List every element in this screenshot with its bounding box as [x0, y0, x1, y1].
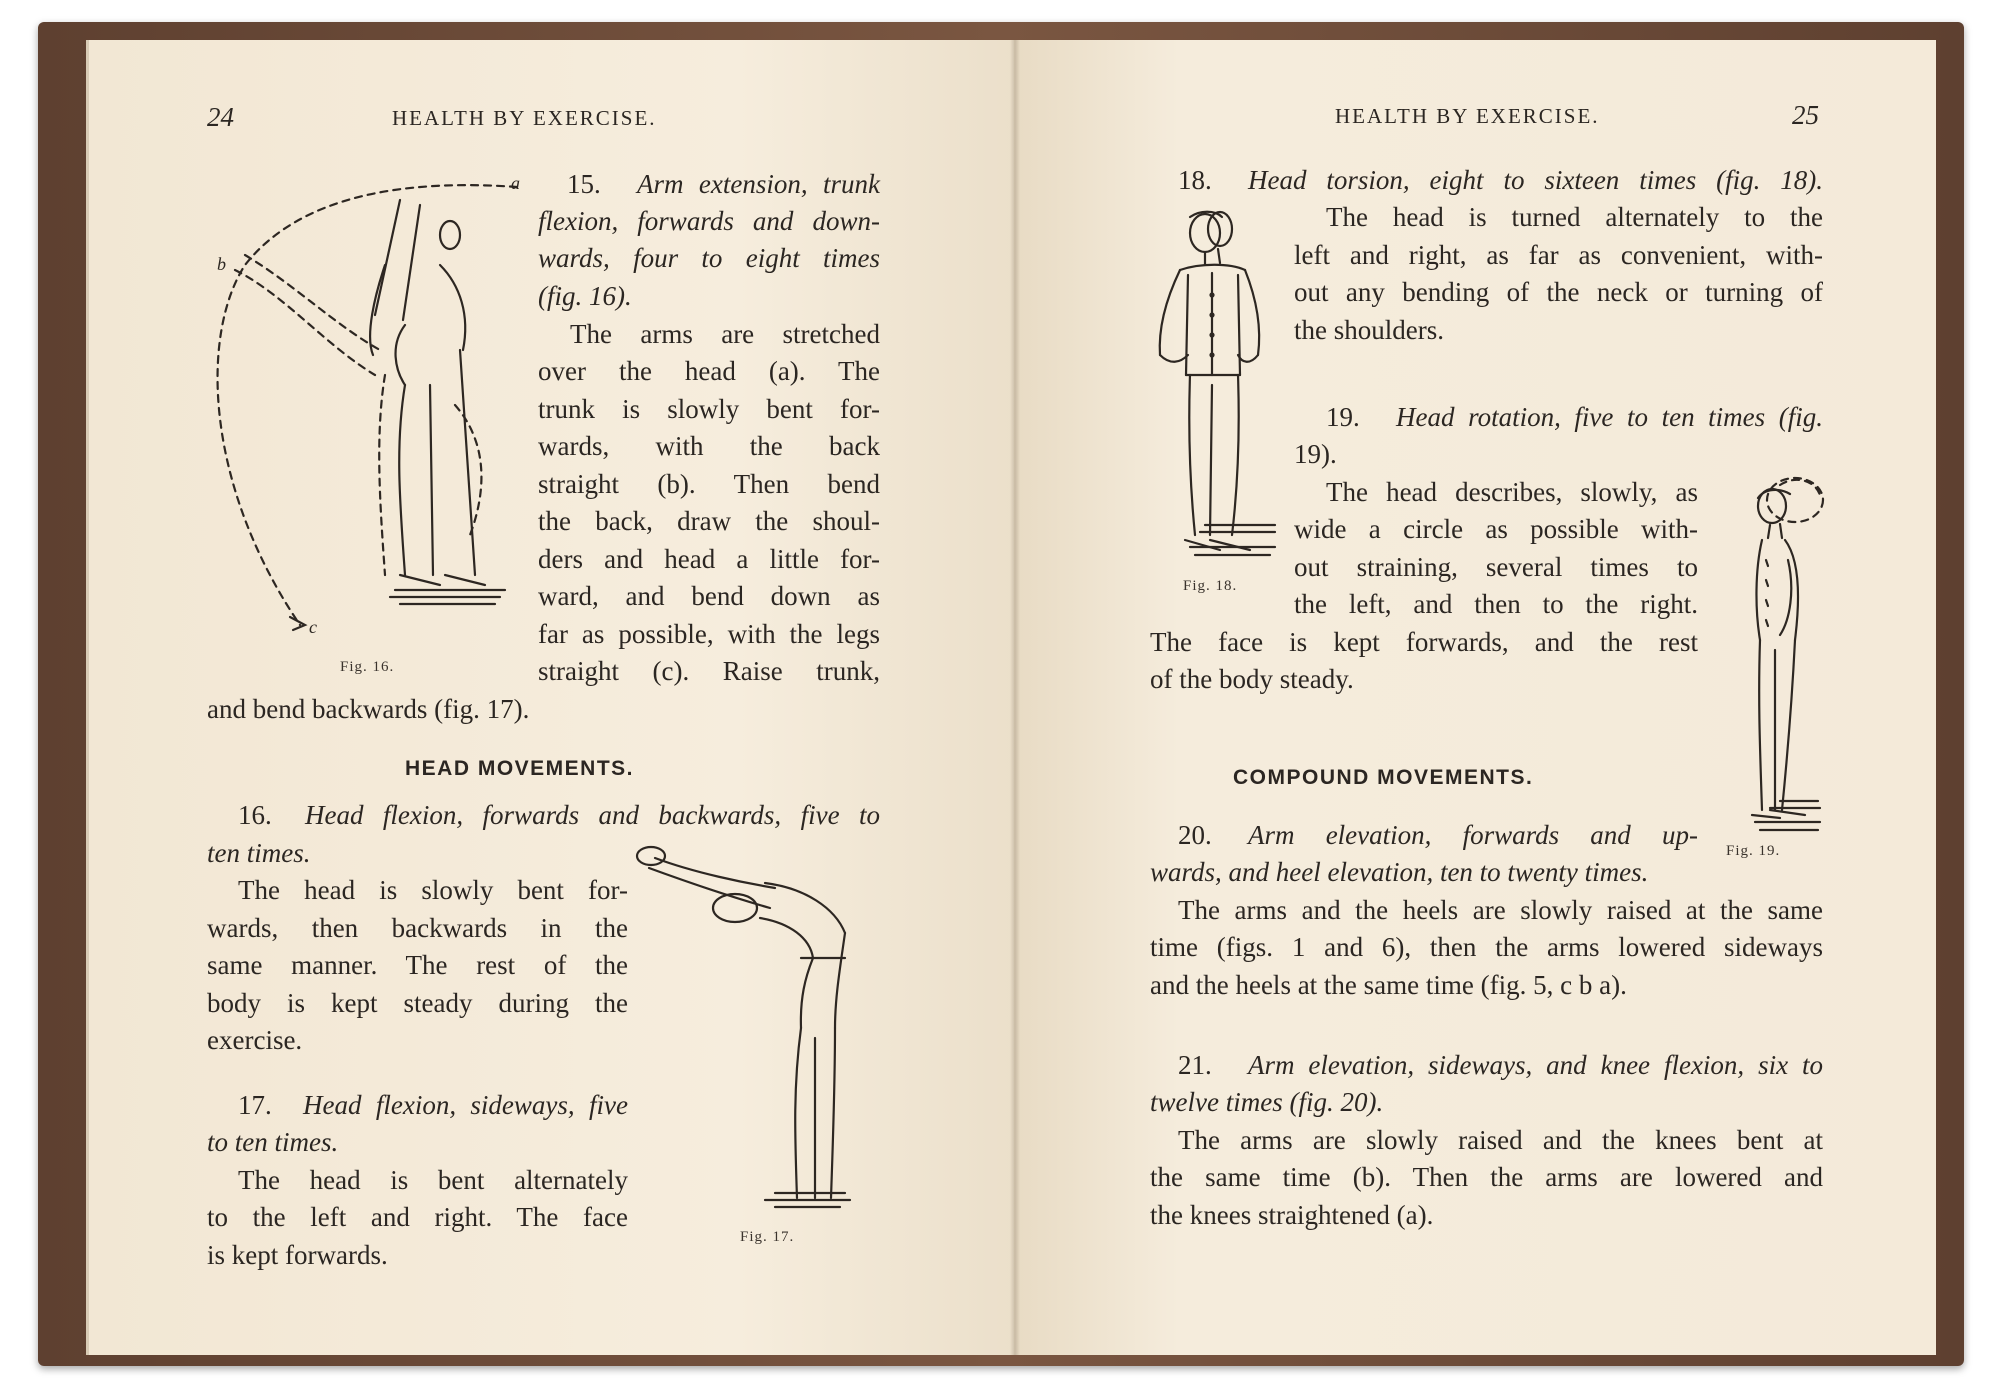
- book-gutter: [1010, 40, 1020, 1355]
- exercise-18-title: Head torsion, eight to sixteen times (fig. 18).: [1248, 165, 1823, 195]
- page-number-right: 25: [1792, 100, 1819, 130]
- figure-16-label-b: b: [217, 254, 226, 274]
- exercise-15-body-line: wards, with the back: [538, 431, 880, 461]
- figure-19-caption: Fig. 19.: [1726, 843, 1781, 859]
- exercise-16-title-line: Head flexion, forwards and backwards, five to: [305, 800, 880, 830]
- exercise-17-body-line: is kept forwards.: [207, 1240, 388, 1270]
- exercise-16-body-line: body is kept steady during the: [207, 988, 628, 1018]
- figure-16-illustration: [205, 175, 525, 650]
- exercise-16-body-line: exercise.: [207, 1025, 303, 1055]
- exercise-16-number: 16.: [238, 800, 272, 830]
- figure-16-label-c: c: [309, 617, 317, 637]
- exercise-20-number: 20.: [1178, 820, 1212, 850]
- exercise-19-body-line: the left, and then to the right.: [1294, 589, 1698, 619]
- exercise-21-title-line: twelve times (fig. 20).: [1150, 1087, 1384, 1117]
- exercise-15-body-line: The arms are stretched: [570, 319, 880, 349]
- figure-18-caption: Fig. 18.: [1183, 578, 1238, 594]
- exercise-18-body-line: out any bending of the neck or turning of: [1294, 277, 1823, 307]
- exercise-19-title-line: 19).: [1294, 439, 1337, 469]
- exercise-15-body-line: far as possible, with the legs: [538, 619, 880, 649]
- exercise-16-body-line: The head is slowly bent for-: [238, 875, 628, 905]
- running-head-right: HEALTH BY EXERCISE.: [1335, 104, 1600, 128]
- exercise-15-title-line: flexion, forwards and down-: [538, 206, 880, 236]
- exercise-15-body-line: over the head (a). The: [538, 356, 880, 386]
- exercise-18-number: 18.: [1178, 165, 1212, 195]
- exercise-15-body-line: trunk is slowly bent for-: [538, 394, 880, 424]
- exercise-20-body-line: time (figs. 1 and 6), then the arms lowered sideways: [1150, 932, 1823, 962]
- exercise-19-body-line: The face is kept forwards, and the rest: [1150, 627, 1698, 657]
- exercise-18-body-line: the shoulders.: [1294, 315, 1444, 345]
- exercise-15-title-line: Arm extension, trunk: [637, 169, 880, 199]
- exercise-15-last-line: and bend backwards (fig. 17).: [207, 694, 530, 724]
- exercise-20-title-line: Arm elevation, forwards and up-: [1248, 820, 1698, 850]
- exercise-15-title-end: (fig. 16).: [538, 281, 632, 311]
- figure-19-illustration: [1700, 470, 1825, 830]
- figure-16-label-a: a: [511, 173, 520, 193]
- exercise-18-body-line: left and right, as far as convenient, with-: [1294, 240, 1823, 270]
- page-number-left: 24: [207, 102, 234, 132]
- exercise-15-body-line: the back, draw the shoul-: [538, 506, 880, 536]
- exercise-15-body-line: straight (c). Raise trunk,: [538, 656, 880, 686]
- exercise-21-body-line: the knees straightened (a).: [1150, 1200, 1434, 1230]
- figure-16-caption: Fig. 16.: [340, 659, 395, 675]
- figure-17-illustration: [635, 838, 880, 1223]
- figure-17-caption: Fig. 17.: [740, 1229, 795, 1245]
- exercise-21-body-line: the same time (b). Then the arms are lowered and: [1150, 1162, 1823, 1192]
- exercise-15-title-line: wards, four to eight times: [538, 243, 880, 273]
- exercise-17-title-line: Head flexion, sideways, five: [303, 1090, 628, 1120]
- exercise-20-title-line: wards, and heel elevation, ten to twenty times.: [1150, 857, 1649, 887]
- exercise-19-number: 19.: [1326, 402, 1360, 432]
- exercise-15-body-line: straight (b). Then bend: [538, 469, 880, 499]
- exercise-21-title-line: Arm elevation, sideways, and knee flexion, six to: [1248, 1050, 1823, 1080]
- exercise-17-body-line: to the left and right. The face: [207, 1202, 628, 1232]
- section-head-compound: COMPOUND MOVEMENTS.: [1233, 766, 1534, 789]
- exercise-17-title-line: to ten times.: [207, 1127, 339, 1157]
- running-head-left: HEALTH BY EXERCISE.: [392, 106, 657, 130]
- exercise-16-body-line: same manner. The rest of the: [207, 950, 628, 980]
- exercise-20-body-line: The arms and the heels are slowly raised at the same: [1178, 895, 1823, 925]
- exercise-19-body-line: out straining, several times to: [1294, 552, 1698, 582]
- exercise-19-body-line: wide a circle as possible with-: [1294, 514, 1698, 544]
- exercise-19-body-line: The head describes, slowly, as: [1326, 477, 1698, 507]
- figure-18-illustration: [1150, 205, 1280, 565]
- exercise-15-number: 15.: [567, 169, 601, 199]
- exercise-16-title-line: ten times.: [207, 838, 311, 868]
- exercise-15-body-line: ders and head a little for-: [538, 544, 880, 574]
- exercise-15-body-line: ward, and bend down as: [538, 581, 880, 611]
- exercise-21-number: 21.: [1178, 1050, 1212, 1080]
- exercise-19-title-line: Head rotation, five to ten times (fig.: [1396, 402, 1823, 432]
- exercise-19-body-line: of the body steady.: [1150, 664, 1354, 694]
- exercise-20-body-line: and the heels at the same time (fig. 5, c b a).: [1150, 970, 1627, 1000]
- exercise-17-body-line: The head is bent alternately: [238, 1165, 628, 1195]
- exercise-18-body-line: The head is turned alternately to the: [1326, 202, 1823, 232]
- exercise-17-number: 17.: [238, 1090, 272, 1120]
- exercise-16-body-line: wards, then backwards in the: [207, 913, 628, 943]
- section-head-movements: HEAD MOVEMENTS.: [405, 757, 635, 780]
- exercise-21-body-line: The arms are slowly raised and the knees bent at: [1178, 1125, 1823, 1155]
